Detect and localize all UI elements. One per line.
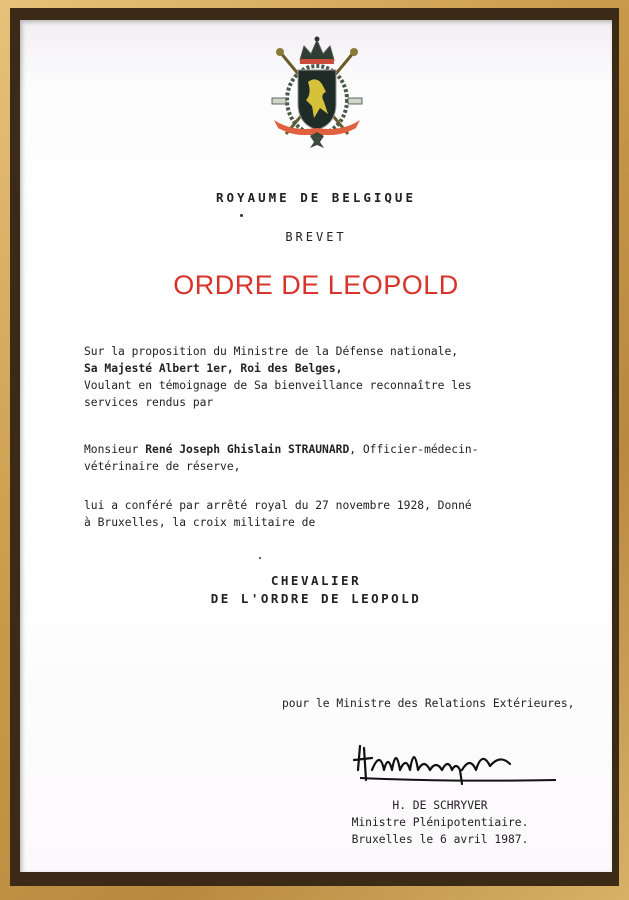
decree-line-1: lui a conféré par arrêté royal du 27 novembre 1928, Donné — [84, 499, 472, 512]
place-date: Bruxelles le 6 avril 1987. — [351, 833, 529, 846]
ink-speck — [259, 557, 261, 559]
distinction-line-1: CHEVALIER — [270, 573, 362, 588]
proposal-line-3: Voulant en témoignage de Sa bienveillance reconnaître les — [84, 379, 472, 392]
proposal-line-4: services rendus par — [84, 396, 214, 409]
signature-intro: pour le Ministre des Relations Extérieures, — [282, 697, 575, 710]
proposal-line-1: Sur la proposition du Ministre de la Défense nationale, — [84, 345, 459, 358]
ink-speck — [240, 214, 243, 217]
decree-paragraph — [84, 497, 524, 531]
recipient-suffix: , Officier-médecin- — [349, 443, 479, 456]
coat-of-arms-icon — [268, 34, 366, 150]
proposal-paragraph — [84, 343, 524, 411]
recipient-line-1 — [84, 441, 524, 458]
kingdom-heading: ROYAUME DE BELGIQUE — [216, 190, 416, 205]
king-line: Sa Majesté Albert 1er, Roi des Belges, — [84, 362, 343, 375]
signer-title: Ministre Plénipotentiaire. — [351, 816, 529, 829]
recipient-line-2: vétérinaire de réserve, — [84, 460, 241, 473]
recipient-prefix: Monsieur — [84, 443, 146, 456]
signer-name: H. DE SCHRYVER — [392, 799, 488, 812]
handwritten-signature-icon — [350, 740, 560, 788]
recipient-paragraph — [84, 441, 524, 475]
decree-line-2: à Bruxelles, la croix militaire de — [84, 516, 316, 529]
order-title: ORDRE DE LEOPOLD — [173, 270, 459, 300]
distinction-line-2: DE L'ORDRE DE LEOPOLD — [210, 591, 422, 606]
brevet-heading: BREVET — [285, 230, 347, 244]
recipient-name: René Joseph Ghislain STRAUNARD — [145, 443, 350, 456]
